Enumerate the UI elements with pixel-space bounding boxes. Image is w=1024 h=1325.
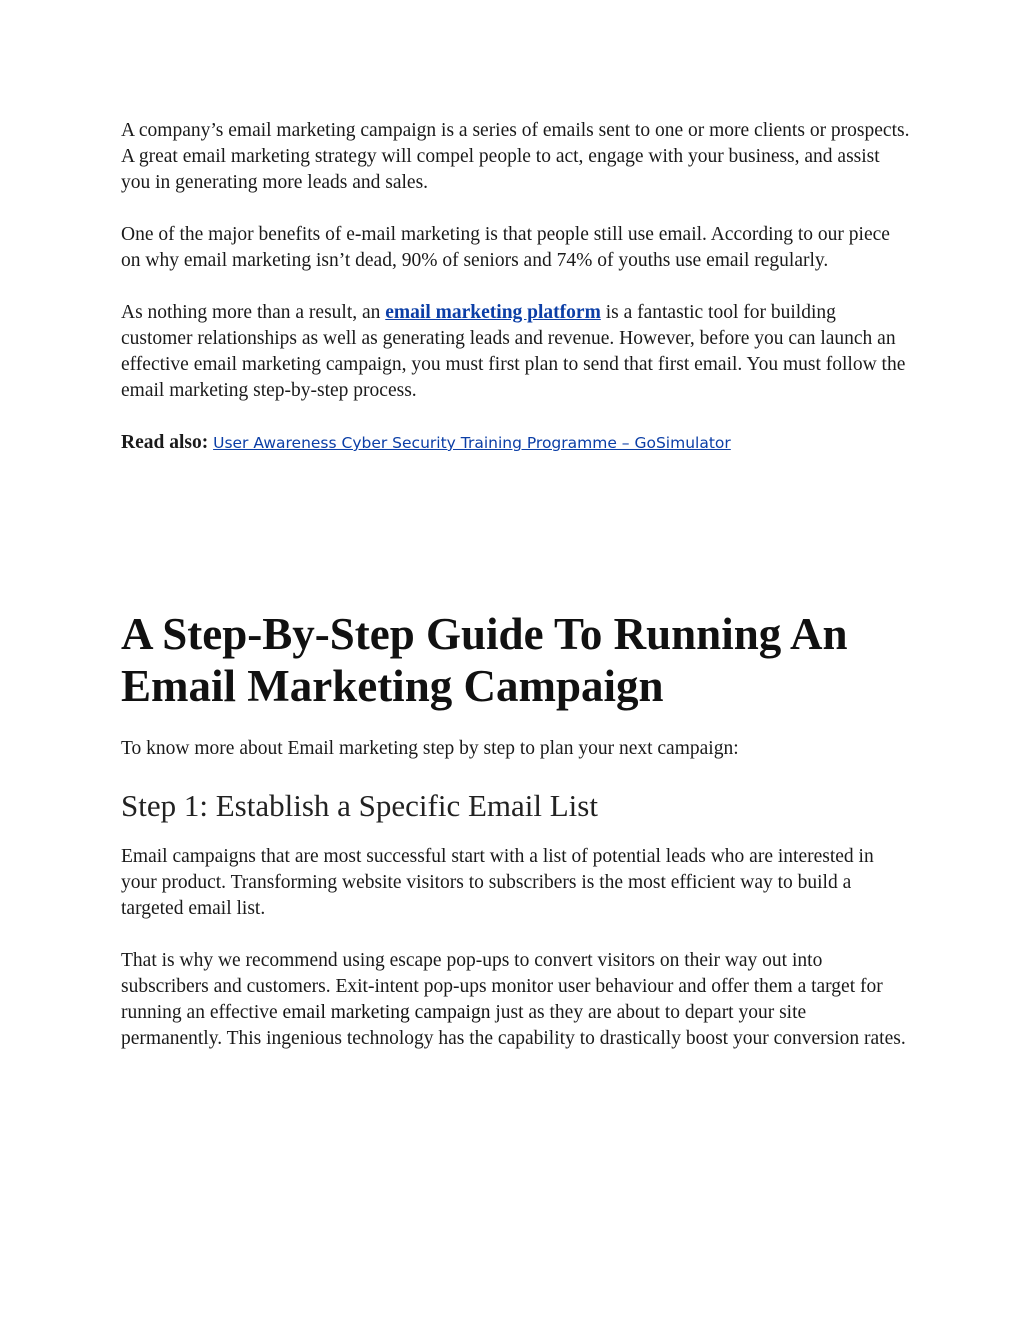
paragraph-platform-text-before: As nothing more than a result, an xyxy=(121,302,386,323)
paragraph-benefits: One of the major benefits of e-mail marketing is that people still use email. According to our piece on why email marketing isn’t dead, 90% of seniors and 74% of youths use email regularly. xyxy=(121,224,890,271)
document-page xyxy=(121,118,911,1049)
step-1-paragraph-2 xyxy=(121,948,911,1052)
paragraph-platform-text-after: is a fantastic tool for building customer relationships as well as generating leads and revenue. However, before you can launch an effective email marketing campaign, you must first plan to send that first email. You must follow the email marketing step-by-step process. xyxy=(121,302,906,401)
step-1-paragraph-1: Email campaigns that are most successful start with a list of potential leads who are interested in your product. Transforming website visitors to subscribers is the most efficient way to build a targeted email list. xyxy=(121,846,874,919)
read-also-label: Read also: xyxy=(121,432,209,453)
step-1-paragraph-2-text-before: That is why we recommend using escape pop-ups to convert visitors on their way out into subscribers and customers. Exit-intent pop-ups monitor user behaviour and offer them a target for running an effective xyxy=(121,950,883,1023)
page-title: A Step-By-Step Guide To Running An Email Marketing Campaign xyxy=(121,609,848,711)
step-1-body xyxy=(121,844,911,1052)
step-1-paragraph-2-text-after: just as they are about to depart your site permanently. This ingenious technology has the capability to drastically boost your conversion rates. xyxy=(121,1002,906,1049)
paragraph-platform xyxy=(121,300,911,404)
read-also-line xyxy=(121,430,911,456)
read-also-link[interactable]: User Awareness Cyber Security Training Programme – GoSimulator xyxy=(213,434,731,452)
intro-line: To know more about Email marketing step by step to plan your next campaign: xyxy=(121,738,739,759)
email-marketing-platform-link[interactable]: email marketing platform xyxy=(385,302,601,323)
step-1-heading: Step 1: Establish a Specific Email List xyxy=(121,788,598,823)
paragraph-intro-definition: A company’s email marketing campaign is a series of emails sent to one or more clients or prospects. A great email marketing strategy will compel people to act, engage with your business, and assist you in generating more leads and sales. xyxy=(121,120,910,193)
email-marketing-campaign-link[interactable]: email marketing campaign xyxy=(282,1002,491,1023)
